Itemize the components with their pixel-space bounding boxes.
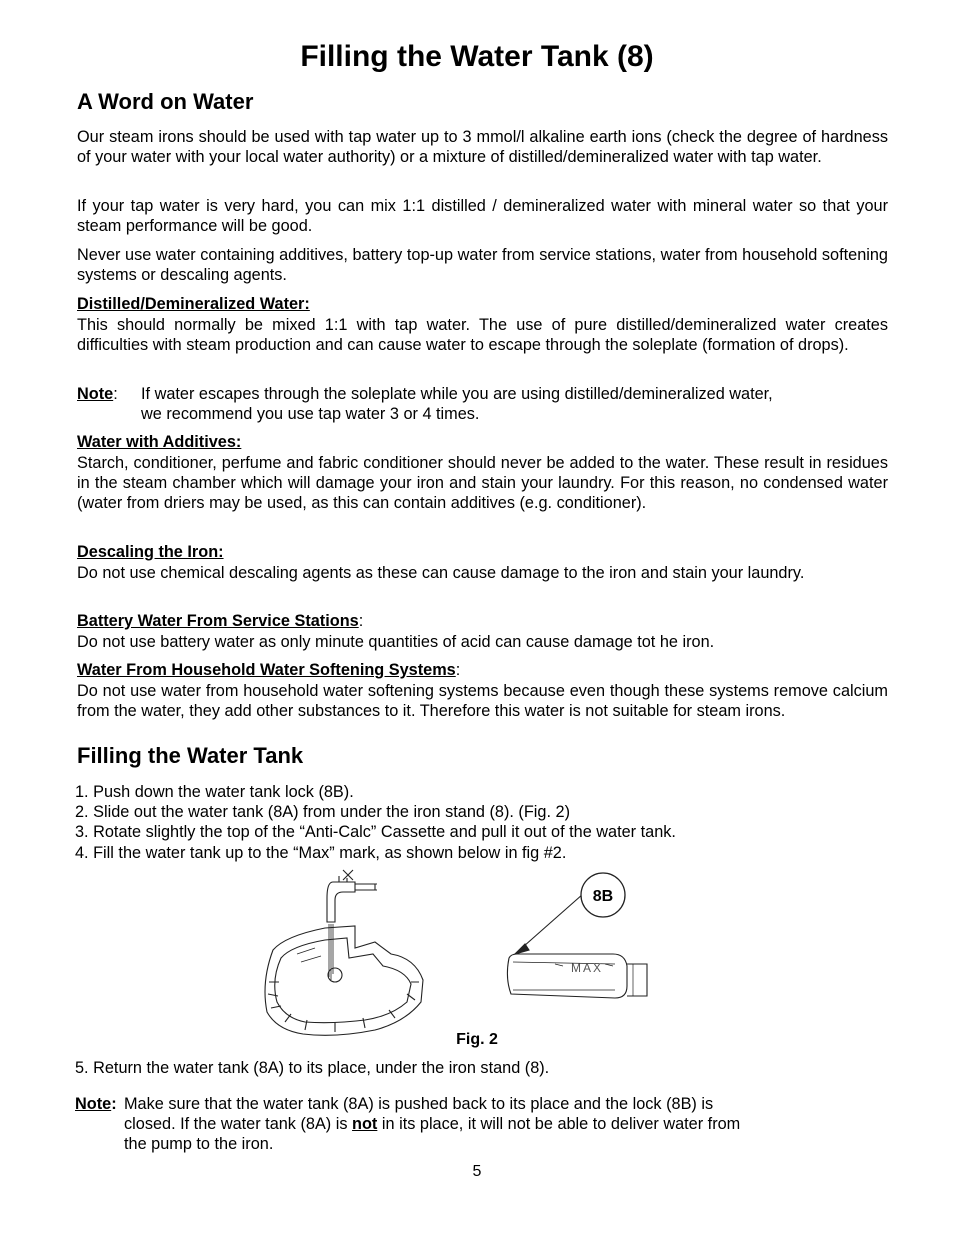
paragraph-descaling: Do not use chemical descaling agents as these can cause damage to the iron and stain your laundry. (77, 564, 805, 582)
subheading-distilled-text: Distilled/Demineralized Water: (77, 295, 310, 313)
paragraph-distilled: This should normally be mixed 1:1 with tap water. The use of pure distilled/demineralized water creates difficulties with steam production and can cause water to escape through the soleplate (formation of drops). (77, 316, 888, 354)
note-label: Note (77, 385, 114, 403)
paragraph-softening: Do not use water from household water softening systems because even though these systems remove calcium from the water, they add other substances to it. Therefore this water is not suitable for steam irons. (77, 682, 888, 720)
paragraph-battery: Do not use battery water as only minute quantities of acid can cause damage tot he iron. (77, 633, 715, 651)
note-tank-line2 (124, 1114, 884, 1134)
callout-label-8b: 8B (592, 888, 614, 905)
subheading-softening-colon: : (455, 661, 461, 679)
note-colon: : (113, 385, 118, 403)
note-tank-line3: the pump to the iron. (124, 1135, 274, 1153)
figure-caption: Fig. 2 (456, 1031, 498, 1048)
note-tank-line1: Make sure that the water tank (8A) is pushed back to its place and the lock (8B) is (124, 1095, 714, 1113)
step-1: 1. Push down the water tank lock (8B). (75, 783, 354, 801)
step-4: 4. Fill the water tank up to the “Max” mark, as shown below in fig #2. (75, 844, 567, 862)
paragraph-tap-water: Our steam irons should be used with tap water up to 3 mmol/l alkaline earth ions (check the degree of hardness of your water with your local water authority) or a mixture of distilled/demineralized water with tap water. (77, 128, 888, 166)
paragraph-never-use: Never use water containing additives, battery top-up water from service stations, water from household softening systems or descaling agents. (77, 246, 888, 284)
note-tank-line2-a: closed. If the water tank (8A) is (124, 1115, 353, 1133)
paragraph-hard-water: If your tap water is very hard, you can mix 1:1 distilled / demineralized water with mineral water so that your steam performance will be good. (77, 197, 888, 235)
subheading-softening-text: Water From Household Water Softening Systems (77, 661, 456, 679)
subheading-softening (77, 660, 888, 680)
subheading-battery-colon: : (358, 612, 364, 630)
note-tank-colon: : (111, 1095, 117, 1113)
note-tank-not: not (352, 1115, 378, 1133)
subheading-battery (77, 611, 888, 631)
step-5: 5. Return the water tank (8A) to its place, under the iron stand (8). (75, 1059, 550, 1077)
page-title: Filling the Water Tank (8) (300, 40, 654, 73)
max-mark-label: MAX (570, 961, 604, 975)
step-2: 2. Slide out the water tank (8A) from under the iron stand (8). (Fig. 2) (75, 803, 570, 821)
page-number: 5 (472, 1163, 482, 1180)
subheading-descaling-text: Descaling the Iron: (77, 543, 224, 561)
step-3: 3. Rotate slightly the top of the “Anti-Calc” Cassette and pull it out of the water tank. (75, 823, 676, 841)
tank-max-illustration (495, 866, 665, 1008)
subheading-battery-text: Battery Water From Service Stations (77, 612, 359, 630)
subheading-additives (77, 432, 888, 452)
note-tank-line2-b: in its place, it will not be able to deliver water from (377, 1115, 741, 1133)
note-distilled-line1: If water escapes through the soleplate while you are using distilled/demineralized water, (141, 385, 773, 403)
paragraph-additives: Starch, conditioner, perfume and fabric conditioner should never be added to the water. These result in residues in the steam chamber which will damage your iron and stain your laundry. For this reason, no condensed water (water from driers may be used, as this can contain additives (e.g. conditioner). (77, 454, 888, 512)
subheading-additives-text: Water with Additives: (77, 433, 242, 451)
note-distilled-line2: we recommend you use tap water 3 or 4 times. (141, 405, 480, 423)
section-heading-word-on-water: A Word on Water (77, 89, 254, 114)
tank-filling-illustration (255, 862, 435, 1042)
note-tank-label: Note (75, 1095, 112, 1113)
section-heading-filling-tank: Filling the Water Tank (77, 743, 304, 768)
subheading-descaling (77, 542, 888, 562)
subheading-distilled (77, 294, 888, 314)
